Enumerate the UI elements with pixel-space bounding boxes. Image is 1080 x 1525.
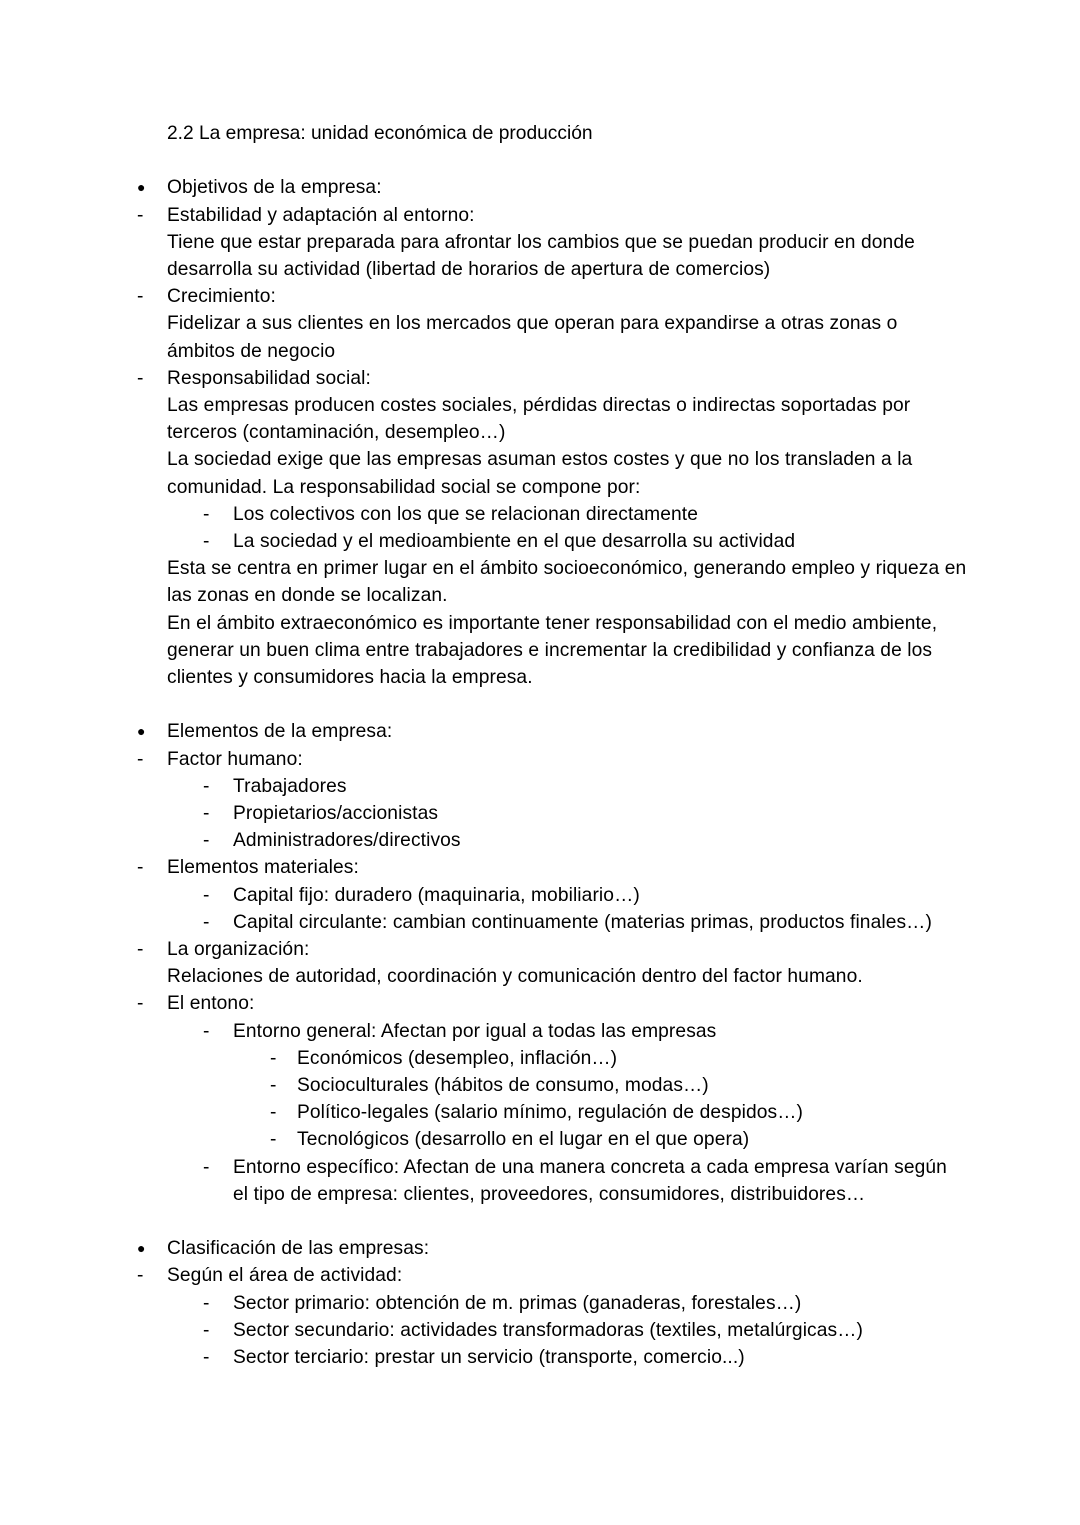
paragraph (137, 229, 967, 283)
section-heading-clasificacion (137, 1235, 967, 1262)
paragraph (137, 555, 972, 609)
section-heading-label: Clasificación de las empresas: (167, 1238, 430, 1260)
list-item (203, 1018, 967, 1045)
list-item-label: Crecimiento: (167, 286, 276, 308)
dash-icon: - (137, 857, 144, 879)
dash-icon: - (137, 993, 144, 1015)
dash-icon: - (137, 367, 144, 389)
list-item (137, 746, 967, 773)
list-item (203, 909, 967, 936)
list-item-label: Político-legales (salario mínimo, regulación de despidos…) (297, 1102, 803, 1124)
paragraph-text: Fidelizar a sus clientes en los mercados que operan para expandirse a otras zonas o ámbitos de negocio (167, 313, 903, 362)
paragraph-text: Relaciones de autoridad, coordinación y comunicación dentro del factor humano. (167, 966, 863, 988)
list-item (270, 1099, 967, 1126)
paragraph (137, 392, 967, 446)
paragraph-text: Esta se centra en primer lugar en el ámbito socioeconómico, generando empleo y riqueza en las zonas en donde se localizan. (167, 558, 972, 607)
paragraph (137, 310, 967, 364)
dash-icon: - (270, 1075, 277, 1097)
list-item-label: Factor humano: (167, 748, 303, 770)
dash-icon: - (137, 286, 144, 308)
list-item-label: Trabajadores (233, 775, 347, 797)
section-heading-elementos (137, 718, 967, 745)
dash-icon: - (137, 204, 144, 226)
list-item-label: Elementos materiales: (167, 857, 359, 879)
dash-icon: - (270, 1129, 277, 1151)
list-item-label: Propietarios/accionistas (233, 803, 439, 825)
list-item (137, 936, 967, 963)
list-item (270, 1045, 967, 1072)
list-item-label: Capital circulante: cambian continuamente (materias primas, productos finales…) (233, 911, 932, 933)
paragraph-text: La sociedad exige que las empresas asuman estos costes y que no los transladen a la comunidad. La responsabilidad social se compone por: (167, 449, 918, 498)
dash-icon: - (203, 911, 210, 933)
paragraph-text: Tiene que estar preparada para afrontar los cambios que se puedan producir en donde desarrolla su actividad (libertad de horarios de apertura de comercios) (167, 231, 921, 280)
paragraph (137, 446, 967, 500)
list-item (203, 528, 967, 555)
dash-icon: - (203, 531, 210, 553)
dash-icon: - (270, 1047, 277, 1069)
spacer (137, 1208, 967, 1235)
list-item-label: Según el área de actividad: (167, 1265, 403, 1287)
list-item (203, 501, 967, 528)
list-item-label: Administradores/directivos (233, 830, 461, 852)
section-heading-label: Objetivos de la empresa: (167, 177, 382, 199)
list-item (203, 1290, 967, 1317)
spacer (137, 691, 967, 718)
dash-icon: - (203, 1292, 210, 1314)
list-item (203, 1154, 967, 1208)
paragraph (137, 610, 967, 692)
dash-icon: - (203, 1347, 210, 1369)
list-item (137, 283, 967, 310)
list-item-label: Sector secundario: actividades transformadoras (textiles, metalúrgicas…) (233, 1319, 863, 1341)
list-item-label: Entorno específico: Afectan de una manera concreta a cada empresa varían según el tipo de empresa: clientes, proveedores, consumidores, distribuidores… (233, 1156, 953, 1205)
dash-icon: - (137, 748, 144, 770)
list-item-label: Sector terciario: prestar un servicio (transporte, comercio...) (233, 1347, 745, 1369)
list-item (137, 365, 967, 392)
list-item-label: El entono: (167, 993, 255, 1015)
list-item (203, 1317, 967, 1344)
list-item-label: Entorno general: Afectan por igual a todas las empresas (233, 1020, 717, 1042)
dash-icon: - (203, 775, 210, 797)
list-item-label: Tecnológicos (desarrollo en el lugar en el que opera) (297, 1129, 750, 1151)
list-item (203, 827, 967, 854)
bullet-icon: ● (137, 1240, 146, 1257)
paragraph-text: Las empresas producen costes sociales, pérdidas directas o indirectas soportadas por terceros (contaminación, desempleo…) (167, 395, 916, 444)
dash-icon: - (270, 1102, 277, 1124)
list-item-label: La organización: (167, 939, 310, 961)
section-heading-label: Elementos de la empresa: (167, 721, 393, 743)
page-title-text: 2.2 La empresa: unidad económica de producción (167, 123, 593, 144)
list-item-label: Estabilidad y adaptación al entorno: (167, 204, 475, 226)
list-item-label: Responsabilidad social: (167, 367, 371, 389)
dash-icon: - (203, 503, 210, 525)
dash-icon: - (137, 939, 144, 961)
section-heading-objetivos (137, 174, 967, 201)
list-item-label: Los colectivos con los que se relacionan directamente (233, 503, 698, 525)
list-item (203, 800, 967, 827)
dash-icon: - (203, 884, 210, 906)
list-item (137, 990, 967, 1017)
dash-icon: - (203, 830, 210, 852)
paragraph-text: En el ámbito extraeconómico es importante tener responsabilidad con el medio ambiente, generar un buen clima entre trabajadores e incrementar la credibilidad y confianza de los clientes y consumidores hacia la empresa. (167, 612, 943, 689)
list-item (270, 1126, 967, 1153)
list-item (203, 882, 967, 909)
paragraph (137, 963, 967, 990)
list-item-label: Sector primario: obtención de m. primas (ganaderas, forestales…) (233, 1292, 802, 1314)
document-body (137, 120, 972, 1371)
list-item (270, 1072, 967, 1099)
list-item (137, 202, 967, 229)
bullet-icon: ● (137, 179, 146, 196)
list-item (137, 1262, 967, 1289)
dash-icon: - (203, 1156, 210, 1178)
list-item-label: Económicos (desempleo, inflación…) (297, 1047, 618, 1069)
page-title (137, 120, 967, 147)
list-item-label: Socioculturales (hábitos de consumo, modas…) (297, 1075, 709, 1097)
list-item (203, 1344, 967, 1371)
list-item-label: Capital fijo: duradero (maquinaria, mobiliario…) (233, 884, 640, 906)
list-item-label: La sociedad y el medioambiente en el que desarrolla su actividad (233, 531, 796, 553)
dash-icon: - (203, 1020, 210, 1042)
list-item (203, 773, 967, 800)
dash-icon: - (203, 803, 210, 825)
list-item (137, 854, 967, 881)
bullet-icon: ● (137, 723, 146, 740)
dash-icon: - (137, 1265, 144, 1287)
dash-icon: - (203, 1319, 210, 1341)
spacer (137, 147, 967, 174)
